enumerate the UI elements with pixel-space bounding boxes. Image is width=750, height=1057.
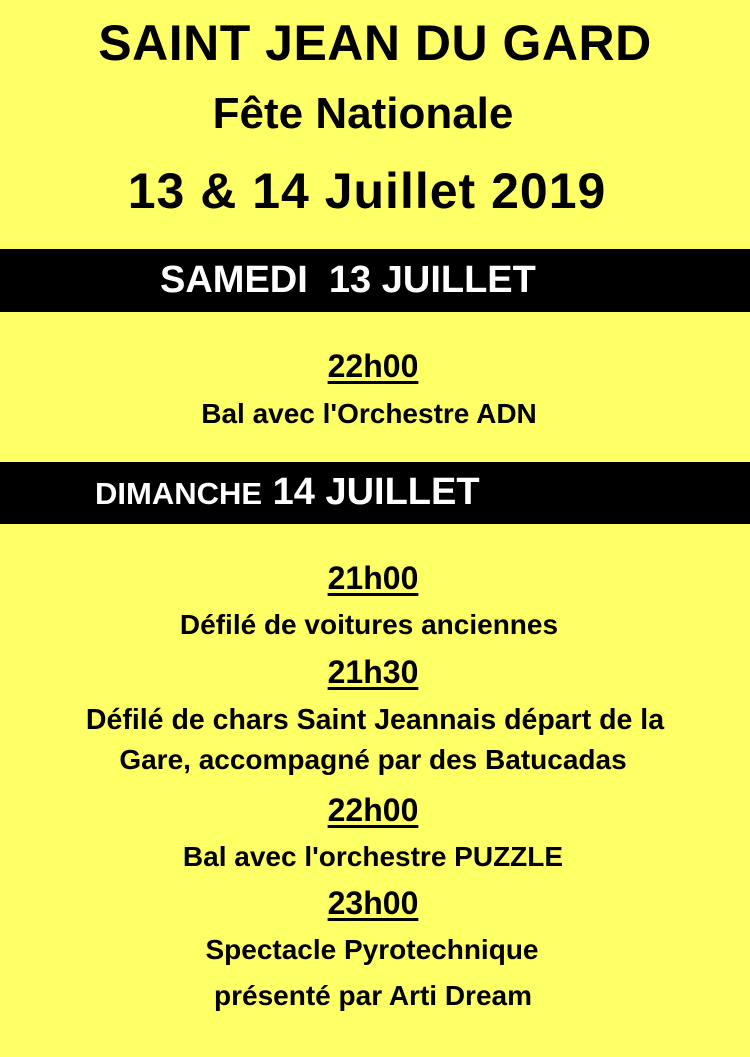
event-description: Gare, accompagné par des Batucadas	[119, 744, 627, 775]
day-heading-sunday	[95, 473, 480, 511]
day-label: DIMANCHE	[95, 476, 263, 511]
event-time: 21h00	[327, 560, 419, 596]
event-description: Bal avec l'Orchestre ADN	[201, 398, 537, 429]
event-time: 21h30	[327, 654, 419, 690]
page-title: SAINT JEAN DU GARD	[98, 15, 652, 71]
event-description: Défilé de voitures anciennes	[179, 609, 559, 640]
day-label: SAMEDI	[160, 259, 308, 301]
event-dates: 13 & 14 Juillet 2019	[127, 163, 607, 219]
day-band-saturday	[0, 249, 750, 312]
date-label: 13 JUILLET	[328, 259, 536, 301]
event-time: 22h00	[327, 792, 419, 828]
date-label: 14 JUILLET	[272, 471, 480, 513]
event-description: Défilé de chars Saint Jeannais départ de la	[85, 704, 665, 736]
event-description: Bal avec l'orchestre PUZZLE	[182, 841, 564, 872]
event-time: 22h00	[327, 348, 419, 384]
event-title: Fête Nationale	[212, 89, 514, 138]
event-time: 23h00	[327, 885, 419, 921]
event-description: présenté par Arti Dream	[214, 980, 532, 1011]
day-heading-saturday	[160, 261, 536, 299]
event-description: Spectacle Pyrotechnique	[205, 934, 539, 965]
day-band-sunday	[0, 462, 750, 524]
